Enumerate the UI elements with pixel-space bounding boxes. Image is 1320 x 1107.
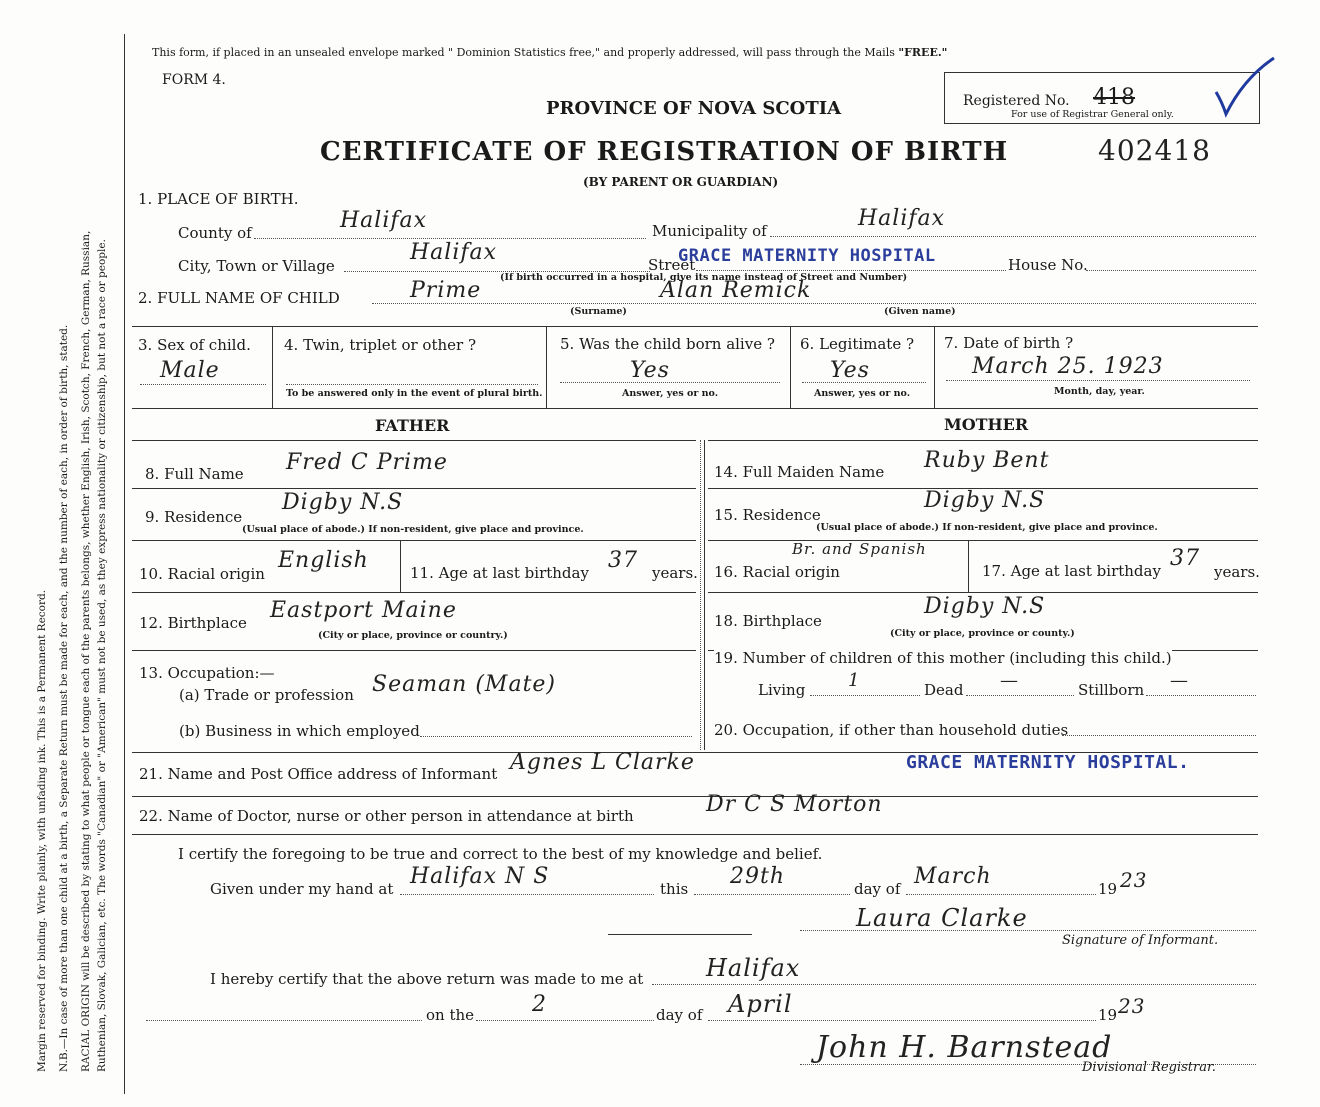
mother-heading: MOTHER	[944, 415, 1029, 434]
registered-label: Registered No.	[963, 93, 1070, 109]
stillborn-value: —	[1170, 670, 1189, 691]
father-business-label: (b) Business in which employed	[179, 722, 420, 740]
street-stamp: GRACE MATERNITY HOSPITAL	[678, 246, 936, 266]
cert-year-value: 23	[1120, 868, 1148, 892]
child-name-label: 2. FULL NAME OF CHILD	[138, 289, 340, 307]
father-birthplace-value: Eastport Maine	[270, 598, 457, 623]
father-residence-caption: (Usual place of abode.) If non-resident, give place and province.	[242, 524, 584, 535]
father-name-value: Fred C Prime	[286, 450, 448, 475]
sex-value: Male	[160, 358, 220, 383]
father-name-label: 8. Full Name	[145, 465, 244, 483]
informant-stamp: GRACE MATERNITY HOSPITAL.	[906, 752, 1190, 773]
dead-label: Dead	[924, 681, 964, 699]
legitimate-value: Yes	[830, 358, 870, 383]
living-label: Living	[758, 681, 806, 699]
cert-month-value: March	[914, 864, 992, 889]
alive-value: Yes	[630, 358, 670, 383]
hospital-note: (If birth occurred in a hospital, give its name instead of Street and Number)	[500, 272, 908, 283]
informant-signature: Laura Clarke	[856, 904, 1028, 932]
given-caption: (Given name)	[884, 306, 956, 317]
alive-caption: Answer, yes or no.	[622, 388, 719, 399]
surname-caption: (Surname)	[570, 306, 627, 317]
legitimate-caption: Answer, yes or no.	[814, 388, 911, 399]
mother-age-unit: years.	[1214, 563, 1260, 581]
doctor-label: 22. Name of Doctor, nurse or other person in attendance at birth	[139, 807, 634, 825]
dob-caption: Month, day, year.	[1054, 386, 1145, 397]
cert-day-value: 29th	[730, 864, 786, 889]
father-trade-label: (a) Trade or profession	[179, 686, 354, 704]
municipality-label: Municipality of	[652, 222, 767, 240]
informant-label: 21. Name and Post Office address of Informant	[139, 765, 498, 783]
this-label: this	[660, 880, 689, 898]
living-value: 1	[848, 670, 861, 691]
mother-birthplace-label: 18. Birthplace	[714, 612, 822, 630]
certificate-title: CERTIFICATE OF REGISTRATION OF BIRTH	[320, 137, 1009, 167]
form-number: FORM 4.	[162, 72, 226, 88]
registrar-month: April	[728, 990, 793, 1018]
registrar-note: For use of Registrar General only.	[1011, 109, 1174, 120]
mother-residence-label: 15. Residence	[714, 506, 821, 524]
twin-label: 4. Twin, triplet or other ?	[284, 336, 476, 354]
mother-name-value: Ruby Bent	[924, 448, 1050, 473]
mother-children-label: 19. Number of children of this mother (including this child.)	[714, 649, 1172, 667]
city-value: Halifax	[410, 240, 498, 265]
reg-year-prefix: 19	[1098, 1006, 1118, 1024]
doctor-value: Dr C S Morton	[706, 792, 883, 817]
registrar-signature: John H. Barnstead	[816, 1030, 1113, 1065]
father-race-value: English	[278, 548, 369, 573]
dob-label: 7. Date of birth ?	[944, 334, 1074, 352]
signature-caption: Signature of Informant.	[1062, 933, 1219, 948]
mail-note: This form, if placed in an unsealed envelope marked " Dominion Statistics free," and properly addressed, will pass through the Mails "FREE."	[152, 46, 948, 59]
reg-day-of-label: day of	[656, 1006, 703, 1024]
mother-age-label: 17. Age at last birthday	[982, 562, 1161, 580]
father-occupation-label: 13. Occupation:—	[139, 664, 275, 682]
twin-note: To be answered only in the event of plural birth.	[286, 388, 543, 399]
mother-residence-value: Digby N.S	[924, 488, 1046, 513]
margin-note-4: Ruthenian, Slovak, Galician, etc. The words "Canadian" or "American" must not be used, as they express nationality or citizenship, but not a race or people.	[96, 239, 108, 1072]
certify-statement: I certify the foregoing to be true and correct to the best of my knowledge and belief.	[178, 845, 823, 863]
father-age-label: 11. Age at last birthday	[410, 564, 589, 582]
year-prefix: 19	[1098, 880, 1118, 898]
father-heading: FATHER	[375, 416, 450, 435]
place-heading: 1. PLACE OF BIRTH.	[138, 190, 299, 208]
child-surname: Prime	[410, 278, 482, 303]
house-label: House No.	[1008, 256, 1088, 274]
registrar-place: Halifax	[706, 954, 801, 982]
certificate-subtitle: (BY PARENT OR GUARDIAN)	[583, 175, 779, 189]
father-residence-value: Digby N.S	[282, 490, 404, 515]
mother-name-label: 14. Full Maiden Name	[714, 463, 885, 481]
margin-note-2: N.B.—In case of more than one child at a birth, a Separate Return must be made for each, and the number of each, in order of birth, stated.	[58, 324, 70, 1072]
father-trade-value: Seaman (Mate)	[372, 672, 557, 697]
stillborn-label: Stillborn	[1078, 681, 1145, 699]
father-birthplace-label: 12. Birthplace	[139, 614, 247, 632]
mother-occupation-label: 20. Occupation, if other than household duties	[714, 721, 1069, 739]
informant-value: Agnes L Clarke	[510, 750, 695, 775]
mother-race-value: Br. and Spanish	[792, 540, 927, 558]
municipality-value: Halifax	[858, 206, 946, 231]
dead-value: —	[1000, 670, 1019, 691]
county-label: County of	[178, 224, 252, 242]
day-of-label: day of	[854, 880, 901, 898]
registrar-caption: Divisional Registrar.	[1082, 1060, 1216, 1075]
sex-label: 3. Sex of child.	[138, 336, 251, 354]
on-the-label: on the	[426, 1006, 475, 1024]
street-label: Street	[648, 256, 696, 274]
given-place: Halifax N S	[410, 864, 550, 889]
father-age-unit: years.	[652, 564, 698, 582]
mother-race-label: 16. Racial origin	[714, 563, 840, 581]
registered-value: 418	[1093, 85, 1135, 110]
check-mark-icon	[1208, 54, 1278, 120]
registrar-day: 2	[532, 992, 547, 1017]
given-label: Given under my hand at	[210, 880, 394, 898]
city-label: City, Town or Village	[178, 257, 335, 275]
registrar-year: 23	[1118, 994, 1146, 1018]
legitimate-label: 6. Legitimate ?	[800, 335, 915, 353]
father-residence-label: 9. Residence	[145, 508, 243, 526]
margin-note-1: Margin reserved for binding. Write plainly, with unfading ink. This is a Permanent Record.	[36, 589, 48, 1072]
father-birthplace-caption: (City or place, province or country.)	[318, 630, 508, 641]
alive-label: 5. Was the child born alive ?	[560, 335, 775, 353]
margin-rule	[124, 34, 125, 1094]
father-race-label: 10. Racial origin	[139, 565, 265, 583]
mother-residence-caption: (Usual place of abode.) If non-resident, give place and province.	[816, 522, 1158, 533]
dob-value: March 25. 1923	[972, 354, 1164, 379]
county-value: Halifax	[340, 208, 428, 233]
province-heading: PROVINCE OF NOVA SCOTIA	[546, 98, 842, 119]
registration-number: 402418	[1098, 134, 1211, 167]
mother-age-value: 37	[1170, 546, 1200, 571]
mother-birthplace-caption: (City or place, province or county.)	[890, 628, 1075, 639]
margin-note-3: RACIAL ORIGIN will be described by stating to what people or tongue each of the parents belongs, whether English, Irish, Scotch, French, German, Russian,	[80, 230, 92, 1072]
father-age-value: 37	[608, 548, 638, 573]
registrar-statement: I hereby certify that the above return was made to me at	[210, 970, 644, 988]
child-given-name: Alan Remick	[660, 278, 812, 303]
mother-birthplace-value: Digby N.S	[924, 594, 1046, 619]
